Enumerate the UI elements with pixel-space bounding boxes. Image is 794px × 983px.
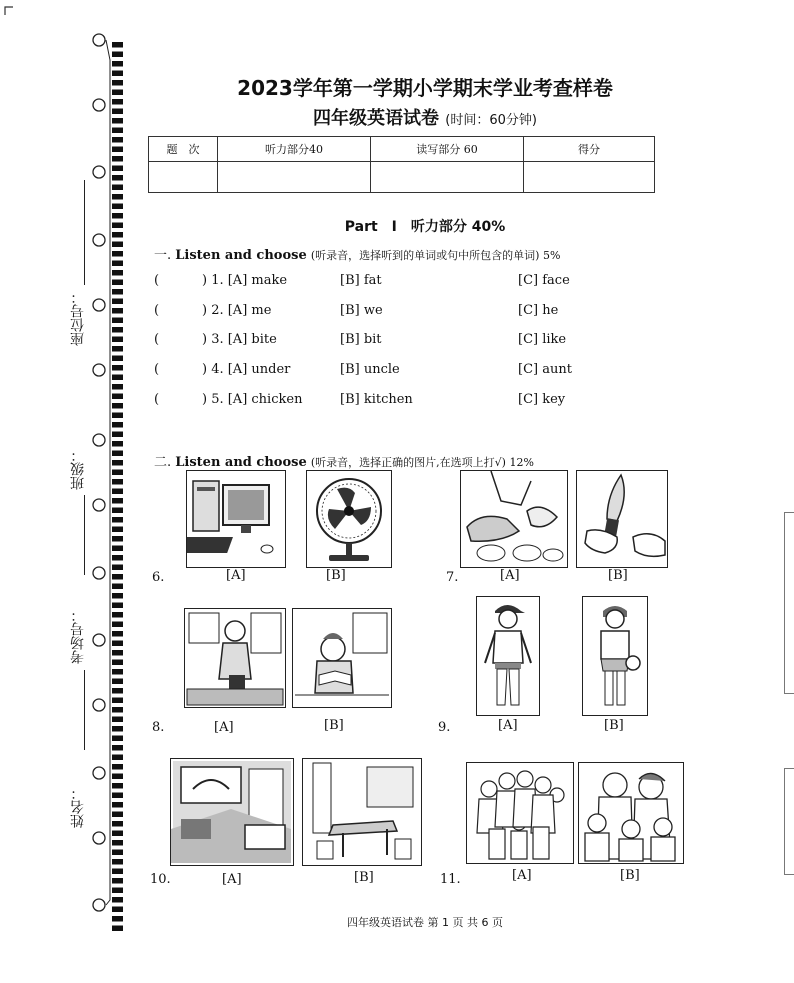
- score-cell[interactable]: [524, 162, 655, 193]
- section-2-title: Listen and choose: [175, 455, 307, 470]
- score-header-reading: 读写部分 60: [371, 137, 524, 162]
- binding-dash: [112, 774, 123, 780]
- question-option-a: ) 4. [A] under: [202, 362, 291, 377]
- section-2-heading: [154, 451, 534, 470]
- binding-dash: [112, 71, 123, 77]
- item-number: 10.: [150, 872, 171, 887]
- binding-dash: [112, 679, 123, 685]
- binding-dash: [112, 403, 123, 409]
- binding-dash: [112, 850, 123, 856]
- big-family-icon: [467, 763, 573, 863]
- binding-dash: [112, 555, 123, 561]
- item-number: 11.: [440, 872, 461, 887]
- picture-cutting-vegetables[interactable]: [460, 470, 568, 568]
- question-row: [154, 303, 714, 323]
- binding-dash: [112, 498, 123, 504]
- binding-dash: [112, 717, 123, 723]
- question-option-c: [C] key: [518, 392, 566, 407]
- question-option-a: ) 1. [A] make: [202, 273, 288, 288]
- binding-dash: [112, 251, 123, 257]
- binding-dash: [112, 147, 123, 153]
- binding-dash: [112, 422, 123, 428]
- answer-paren[interactable]: (: [154, 392, 160, 407]
- binding-dash: [112, 413, 123, 419]
- binding-dash: [112, 441, 123, 447]
- score-header-total: 得分: [524, 137, 655, 162]
- binding-dash: [112, 384, 123, 390]
- score-cell[interactable]: [149, 162, 218, 193]
- binding-dash: [112, 118, 123, 124]
- binding-dash: [112, 204, 123, 210]
- option-b-label[interactable]: [B]: [324, 718, 344, 733]
- binding-dash: [112, 612, 123, 618]
- cutting-icon: [461, 471, 567, 567]
- picture-dining-room[interactable]: [302, 758, 422, 866]
- binding-dash: [112, 346, 123, 352]
- binding-dash: [112, 916, 123, 922]
- question-option-a: ) 3. [A] bite: [202, 332, 277, 347]
- binding-dash: [112, 736, 123, 742]
- section-2-number: 二.: [154, 455, 172, 470]
- binding-dash: [112, 327, 123, 333]
- item-number: 6.: [152, 570, 165, 585]
- binding-dash: [112, 232, 123, 238]
- question-option-c: [C] face: [518, 273, 570, 288]
- picture-living-room[interactable]: [170, 758, 294, 866]
- binding-dash: [112, 166, 123, 172]
- score-cell[interactable]: [371, 162, 524, 193]
- option-b-label[interactable]: [B]: [326, 568, 346, 583]
- question-row: [154, 332, 714, 352]
- page-footer: 四年级英语试卷 第 1 页 共 6 页: [347, 916, 503, 929]
- item-number: 8.: [152, 720, 165, 735]
- picture-knife[interactable]: [576, 470, 668, 568]
- section-1-number: 一.: [154, 248, 172, 263]
- score-header-listening: 听力部分40: [218, 137, 371, 162]
- binding-dash: [112, 755, 123, 761]
- right-edge-mark: [784, 512, 794, 694]
- binding-dash: [112, 109, 123, 115]
- binding-dash: [112, 726, 123, 732]
- binding-dash: [112, 669, 123, 675]
- option-a-label[interactable]: [A]: [498, 718, 518, 733]
- binding-dash: [112, 394, 123, 400]
- binding-dash: [112, 840, 123, 846]
- answer-paren[interactable]: (: [154, 303, 160, 318]
- part-title: Part Ⅰ 听力部分 40%: [344, 219, 506, 235]
- binding-dash: [112, 451, 123, 457]
- exam-subtitle: [140, 104, 710, 130]
- exam-room-line: [84, 670, 85, 750]
- binding-dash: [112, 489, 123, 495]
- binding-dash: [112, 280, 123, 286]
- question-row: [154, 362, 714, 382]
- binding-dash: [112, 242, 123, 248]
- boy-cap-icon: [477, 597, 539, 715]
- binding-dash: [112, 517, 123, 523]
- subtitle-text: 四年级英语试卷: [313, 108, 440, 129]
- class-label: 班级：: [70, 448, 86, 490]
- corner-mark: [4, 6, 14, 16]
- section-1-note: (听录音，选择听到的单词或句中所包含的单词) 5%: [310, 249, 561, 262]
- binding-dash: [112, 356, 123, 362]
- item-number: 9.: [438, 720, 451, 735]
- binding-dash: [112, 745, 123, 751]
- binding-dash: [112, 375, 123, 381]
- small-family-icon: [579, 763, 683, 863]
- question-option-b: [B] fat: [340, 273, 382, 288]
- binding-dash: [112, 270, 123, 276]
- living-room-icon: [171, 759, 293, 865]
- question-row: [154, 392, 714, 412]
- option-b-label[interactable]: [B]: [620, 868, 640, 883]
- picture-big-family[interactable]: [466, 762, 574, 864]
- binding-dash: [112, 61, 123, 67]
- binding-dash: [112, 299, 123, 305]
- option-b-label[interactable]: [B]: [604, 718, 624, 733]
- binding-dash: [112, 289, 123, 295]
- answer-paren[interactable]: (: [154, 332, 160, 347]
- question-option-b: [B] bit: [340, 332, 382, 347]
- seat-number-label: 座位号：: [70, 290, 86, 346]
- binding-dash: [112, 802, 123, 808]
- answer-paren[interactable]: (: [154, 362, 160, 377]
- binding-dash: [112, 80, 123, 86]
- section-2-note: (听录音，选择正确的图片,在选项上打√) 12%: [310, 456, 534, 469]
- binding-dash: [112, 546, 123, 552]
- binding-dash: [112, 308, 123, 314]
- exam-room-label: 考场号：: [70, 608, 86, 664]
- binding-dash: [112, 593, 123, 599]
- dining-room-icon: [303, 759, 421, 865]
- option-a-label[interactable]: [A]: [512, 868, 532, 883]
- boy-ball-icon: [583, 597, 647, 715]
- binding-dash: [112, 812, 123, 818]
- picture-small-family[interactable]: [578, 762, 684, 864]
- binding-dash: [112, 793, 123, 799]
- binding-dash: [112, 365, 123, 371]
- binding-dash: [112, 536, 123, 542]
- seat-number-line: [84, 180, 85, 285]
- binding-dash: [112, 261, 123, 267]
- score-cell[interactable]: [218, 162, 371, 193]
- binding-dash: [112, 641, 123, 647]
- option-b-label[interactable]: [B]: [354, 870, 374, 885]
- question-option-a: ) 2. [A] me: [202, 303, 272, 318]
- picture-cooking[interactable]: [184, 608, 286, 708]
- binding-dash: [112, 859, 123, 865]
- binding-dash: [112, 99, 123, 105]
- binding-dash: [112, 470, 123, 476]
- picture-computer[interactable]: [186, 470, 286, 568]
- reading-icon: [293, 609, 391, 707]
- option-a-label[interactable]: [A]: [226, 568, 246, 583]
- option-a-label[interactable]: [A]: [222, 872, 242, 887]
- fan-icon: [307, 471, 391, 567]
- exam-time: (时间：60分钟): [445, 113, 537, 128]
- binding-dash: [112, 926, 123, 932]
- binding-dash: [112, 337, 123, 343]
- binding-dash: [112, 574, 123, 580]
- binding-dash: [112, 698, 123, 704]
- question-option-c: [C] he: [518, 303, 559, 318]
- binding-dash: [112, 156, 123, 162]
- answer-paren[interactable]: (: [154, 273, 160, 288]
- binding-dash: [112, 185, 123, 191]
- score-header-section: 题 次: [149, 137, 218, 162]
- question-option-b: [B] we: [340, 303, 383, 318]
- binding-dash: [112, 878, 123, 884]
- exam-title: 2023学年第一学期小学期末学业考查样卷: [237, 76, 613, 100]
- score-table: [148, 136, 655, 193]
- item-number: 7.: [446, 570, 459, 585]
- picture-boy-cap[interactable]: [476, 596, 540, 716]
- binding-dash: [112, 869, 123, 875]
- binding-dash: [112, 479, 123, 485]
- binding-dash: [112, 128, 123, 134]
- binding-dash: [112, 660, 123, 666]
- cooking-icon: [185, 609, 285, 707]
- binding-dash: [112, 175, 123, 181]
- question-option-b: [B] kitchen: [340, 392, 413, 407]
- binding-dash: [112, 707, 123, 713]
- binding-dash: [112, 90, 123, 96]
- section-1-title: Listen and choose: [175, 248, 307, 263]
- option-b-label[interactable]: [B]: [608, 568, 628, 583]
- picture-reading[interactable]: [292, 608, 392, 708]
- knife-icon: [577, 471, 667, 567]
- binding-dash: [112, 888, 123, 894]
- question-option-b: [B] uncle: [340, 362, 400, 377]
- picture-fan[interactable]: [306, 470, 392, 568]
- binding-dash: [112, 318, 123, 324]
- class-line: [84, 495, 85, 575]
- binding-dash: [112, 565, 123, 571]
- binding-dash: [112, 52, 123, 58]
- binding-dash: [112, 213, 123, 219]
- binding-dash: [112, 508, 123, 514]
- binding-dash: [112, 223, 123, 229]
- binding-dash: [112, 831, 123, 837]
- question-row: [154, 273, 714, 293]
- binding-dash: [112, 42, 123, 48]
- binding-dash: [112, 650, 123, 656]
- binding-dash: [112, 194, 123, 200]
- binding-dash: [112, 764, 123, 770]
- option-a-label[interactable]: [A]: [500, 568, 520, 583]
- binding-dash: [112, 584, 123, 590]
- binding-dash: [112, 907, 123, 913]
- binding-dash: [112, 137, 123, 143]
- binding-dash: [112, 603, 123, 609]
- computer-icon: [187, 471, 285, 567]
- option-a-label[interactable]: [A]: [214, 720, 234, 735]
- binding-strip: [0, 0, 140, 983]
- picture-boy-ball[interactable]: [582, 596, 648, 716]
- binding-holes-and-dashes: [0, 0, 140, 983]
- binding-dash: [112, 821, 123, 827]
- binding-dash: [112, 460, 123, 466]
- question-option-c: [C] like: [518, 332, 567, 347]
- section-1-heading: [154, 244, 560, 263]
- binding-dash: [112, 527, 123, 533]
- name-label: 姓名：: [70, 786, 86, 828]
- binding-dash: [112, 688, 123, 694]
- binding-dash: [112, 631, 123, 637]
- binding-dash: [112, 783, 123, 789]
- binding-dash: [112, 432, 123, 438]
- binding-dash: [112, 897, 123, 903]
- binding-dash: [112, 622, 123, 628]
- question-option-a: ) 5. [A] chicken: [202, 392, 303, 407]
- question-option-c: [C] aunt: [518, 362, 572, 377]
- right-edge-mark: [784, 768, 794, 875]
